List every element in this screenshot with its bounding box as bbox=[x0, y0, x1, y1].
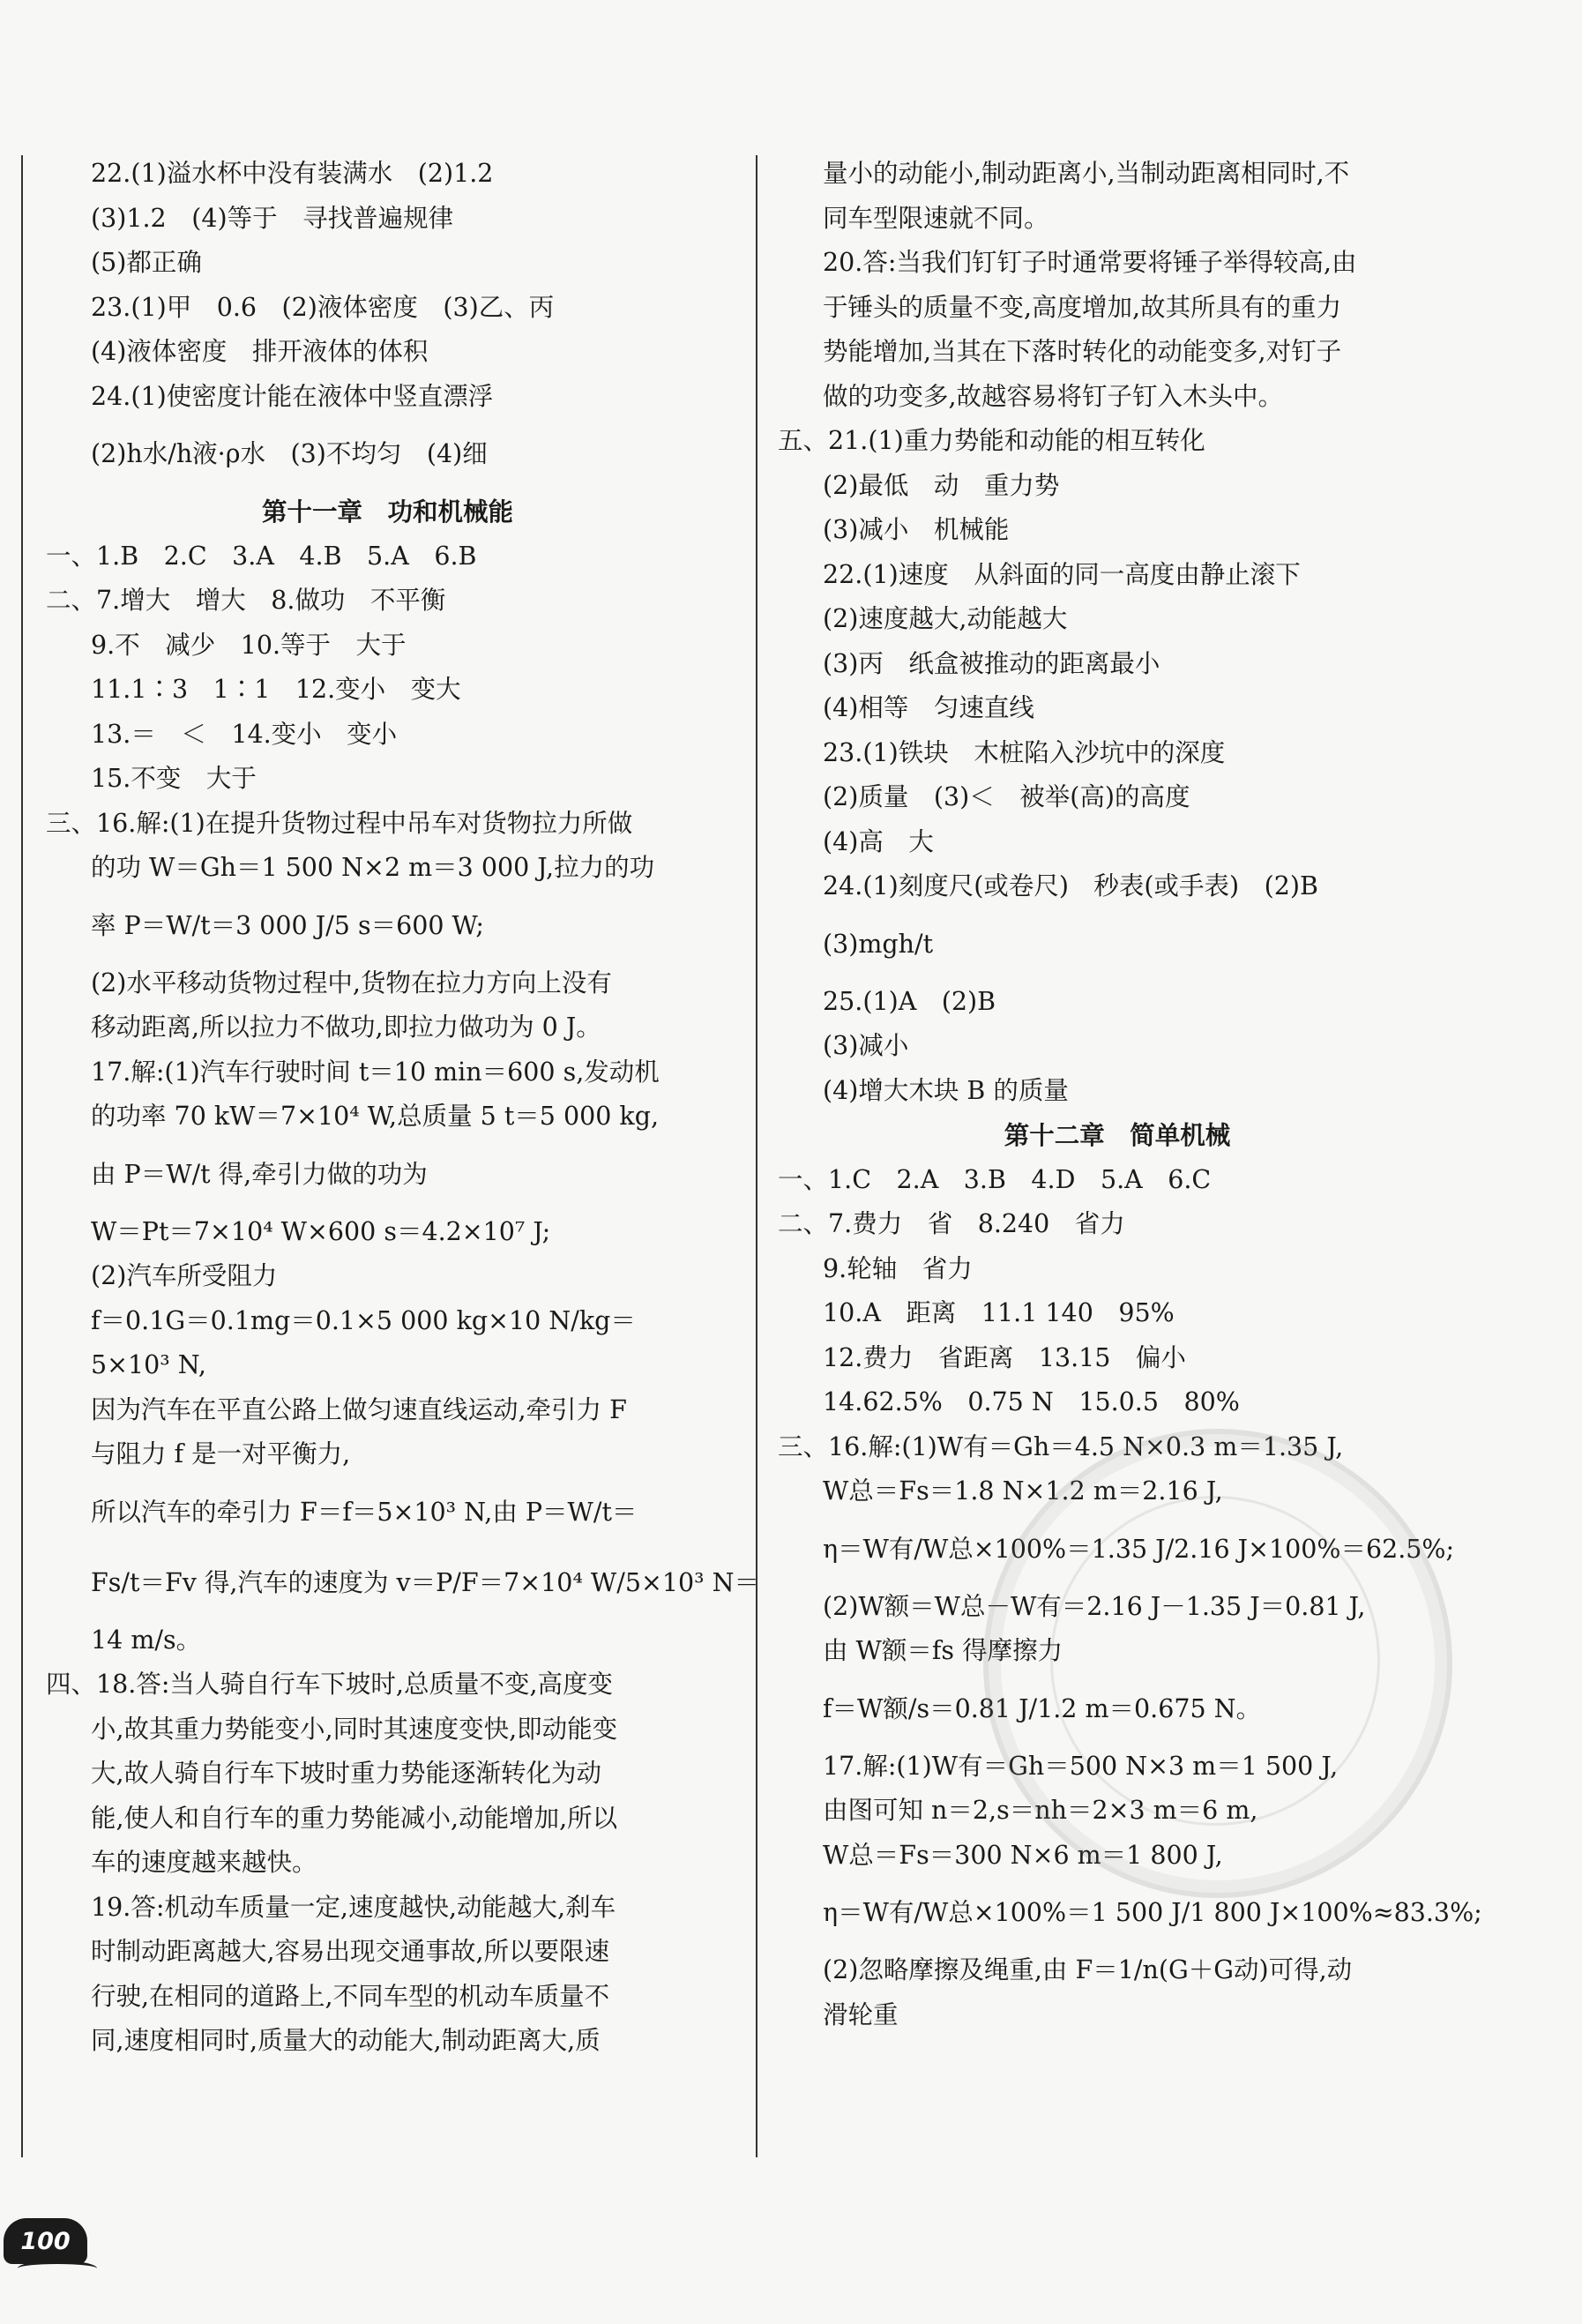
left-line-31: 四、18.答:当人骑自行车下坡时,总质量不变,高度变 bbox=[46, 1670, 614, 1699]
left-line-10: 9.不 减少 10.等于 大于 bbox=[91, 630, 407, 660]
right-line-11: (3)丙 纸盒被推动的距离最小 bbox=[823, 648, 1160, 678]
right-line-34: 17.解:(1)W有＝Gh＝500 N×3 m＝1 500 J, bbox=[823, 1751, 1339, 1781]
left-line-36: 19.答:机动车质量一定,速度越快,动能越大,刹车 bbox=[91, 1892, 616, 1922]
right-line-21: 第十二章 简单机械 bbox=[1004, 1120, 1231, 1150]
left-line-5: 24.(1)使密度计能在液体中竖直漂浮 bbox=[91, 381, 494, 411]
right-line-39: 滑轮重 bbox=[823, 1999, 899, 2029]
right-line-35: 由图可知 n＝2,s＝nh＝2×3 m＝6 m, bbox=[823, 1796, 1258, 1825]
left-line-14: 三、16.解:(1)在提升货物过程中吊车对货物拉力所做 bbox=[46, 808, 633, 838]
page-number-badge: 100 bbox=[4, 2218, 87, 2264]
left-line-39: 同,速度相同时,质量大的动能大,制动距离大,质 bbox=[91, 2026, 601, 2055]
left-line-21: 由 P＝W/t 得,牵引力做的功为 bbox=[91, 1159, 428, 1189]
right-line-19: (3)减小 bbox=[823, 1031, 909, 1060]
right-line-17: (3)mgh/t bbox=[823, 929, 934, 959]
left-line-34: 能,使人和自行车的重力势能减小,动能增加,所以 bbox=[91, 1803, 618, 1833]
left-line-24: f＝0.1G＝0.1mg＝0.1×5 000 kg×10 N/kg＝ bbox=[91, 1305, 636, 1335]
left-line-13: 15.不变 大于 bbox=[91, 764, 257, 793]
right-line-10: (2)速度越大,动能越大 bbox=[823, 604, 1068, 633]
right-line-18: 25.(1)A (2)B bbox=[823, 986, 996, 1016]
right-line-30: η＝W有/W总×100%＝1.35 J/2.16 J×100%＝62.5%; bbox=[823, 1534, 1455, 1564]
right-line-28: 三、16.解:(1)W有＝Gh＝4.5 N×0.3 m＝1.35 J, bbox=[778, 1431, 1344, 1461]
left-line-11: 11.1∶3 1∶1 12.变小 变大 bbox=[91, 675, 461, 704]
right-line-15: (4)高 大 bbox=[823, 826, 934, 856]
right-line-8: (3)减小 机械能 bbox=[823, 515, 1010, 544]
left-line-1: (3)1.2 (4)等于 寻找普遍规律 bbox=[91, 203, 454, 233]
right-line-16: 24.(1)刻度尺(或卷尺) 秒表(或手表) (2)B bbox=[823, 871, 1318, 900]
left-line-38: 行驶,在相同的道路上,不同车型的机动车质量不 bbox=[91, 1981, 610, 2011]
column-divider bbox=[756, 155, 757, 2157]
left-line-12: 13.＝ ＜ 14.变小 变小 bbox=[91, 719, 398, 749]
left-line-8: 一、1.B 2.C 3.A 4.B 5.A 6.B bbox=[46, 541, 477, 571]
left-line-23: (2)汽车所受阻力 bbox=[91, 1261, 278, 1290]
right-line-31: (2)W额＝W总－W有＝2.16 J－1.35 J＝0.81 J, bbox=[823, 1591, 1366, 1621]
right-line-29: W总＝Fs＝1.8 N×1.2 m＝2.16 J, bbox=[823, 1476, 1223, 1506]
left-line-32: 小,故其重力势能变小,同时其速度变快,即动能变 bbox=[91, 1714, 618, 1744]
left-line-7: 第十一章 功和机械能 bbox=[261, 497, 513, 527]
right-line-32: 由 W额＝fs 得摩擦力 bbox=[823, 1636, 1063, 1665]
left-line-4: (4)液体密度 排开液体的体积 bbox=[91, 337, 429, 366]
right-line-23: 二、7.费力 省 8.240 省力 bbox=[778, 1209, 1125, 1238]
right-line-4: 势能增加,当其在下落时转化的动能变多,对钉子 bbox=[823, 337, 1342, 366]
left-line-16: 率 P＝W/t＝3 000 J/5 s＝600 W; bbox=[91, 910, 484, 940]
left-line-19: 17.解:(1)汽车行驶时间 t＝10 min＝600 s,发动机 bbox=[91, 1057, 660, 1087]
left-line-25: 5×10³ N, bbox=[91, 1350, 206, 1379]
right-line-1: 同车型限速就不同。 bbox=[823, 203, 1049, 233]
right-line-27: 14.62.5% 0.75 N 15.0.5 80% bbox=[823, 1387, 1240, 1416]
right-line-24: 9.轮轴 省力 bbox=[823, 1253, 973, 1283]
left-line-33: 大,故人骑自行车下坡时重力势能逐渐转化为动 bbox=[91, 1759, 602, 1788]
left-line-6: (2)h水/h液·ρ水 (3)不均匀 (4)细 bbox=[91, 439, 488, 468]
right-line-9: 22.(1)速度 从斜面的同一高度由静止滚下 bbox=[823, 559, 1301, 589]
right-line-7: (2)最低 动 重力势 bbox=[823, 470, 1060, 500]
right-line-2: 20.答:当我们钉钉子时通常要将锤子举得较高,由 bbox=[823, 248, 1357, 277]
left-line-15: 的功 W＝Gh＝1 500 N×2 m＝3 000 J,拉力的功 bbox=[91, 853, 655, 882]
page-number-wave bbox=[18, 2260, 97, 2276]
right-line-0: 量小的动能小,制动距离小,当制动距离相同时,不 bbox=[823, 159, 1350, 188]
left-line-0: 22.(1)溢水杯中没有装满水 (2)1.2 bbox=[91, 159, 494, 188]
left-line-17: (2)水平移动货物过程中,货物在拉力方向上没有 bbox=[91, 968, 612, 998]
left-margin-rule bbox=[21, 155, 23, 2157]
left-line-2: (5)都正确 bbox=[91, 248, 202, 277]
left-line-29: Fs/t＝Fv 得,汽车的速度为 v＝P/F＝7×10⁴ W/5×10³ N＝ bbox=[91, 1567, 760, 1597]
right-line-37: η＝W有/W总×100%＝1 500 J/1 800 J×100%≈83.3%; bbox=[823, 1898, 1482, 1927]
right-line-38: (2)忽略摩擦及绳重,由 F＝1/n(G＋G动)可得,动 bbox=[823, 1955, 1353, 1984]
left-column bbox=[46, 152, 760, 2064]
left-line-26: 因为汽车在平直公路上做匀速直线运动,牵引力 F bbox=[91, 1394, 627, 1424]
left-line-9: 二、7.增大 增大 8.做功 不平衡 bbox=[46, 586, 446, 615]
right-line-22: 一、1.C 2.A 3.B 4.D 5.A 6.C bbox=[778, 1164, 1212, 1194]
right-line-26: 12.费力 省距离 13.15 偏小 bbox=[823, 1342, 1186, 1372]
right-line-6: 五、21.(1)重力势能和动能的相互转化 bbox=[778, 426, 1205, 455]
right-line-13: 23.(1)铁块 木桩陷入沙坑中的深度 bbox=[823, 737, 1226, 767]
right-line-33: f＝W额/s＝0.81 J/1.2 m＝0.675 N。 bbox=[823, 1693, 1262, 1723]
right-line-25: 10.A 距离 11.1 140 95% bbox=[823, 1298, 1175, 1327]
left-line-18: 移动距离,所以拉力不做功,即拉力做功为 0 J。 bbox=[91, 1013, 601, 1042]
right-line-14: (2)质量 (3)＜ 被举(高)的高度 bbox=[823, 782, 1190, 811]
right-line-3: 于锤头的质量不变,高度增加,故其所具有的重力 bbox=[823, 292, 1342, 322]
left-line-30: 14 m/s。 bbox=[91, 1625, 202, 1655]
left-line-20: 的功率 70 kW＝7×10⁴ W,总质量 5 t＝5 000 kg, bbox=[91, 1102, 660, 1131]
left-line-37: 时制动距离越大,容易出现交通事故,所以要限速 bbox=[91, 1937, 610, 1966]
right-line-36: W总＝Fs＝300 N×6 m＝1 800 J, bbox=[823, 1840, 1223, 1870]
right-line-12: (4)相等 匀速直线 bbox=[823, 693, 1034, 722]
left-line-3: 23.(1)甲 0.6 (2)液体密度 (3)乙、丙 bbox=[91, 292, 555, 322]
right-line-20: (4)增大木块 B 的质量 bbox=[823, 1075, 1069, 1105]
right-line-5: 做的功变多,故越容易将钉子钉入木头中。 bbox=[823, 381, 1284, 411]
left-line-22: W＝Pt＝7×10⁴ W×600 s＝4.2×10⁷ J; bbox=[91, 1216, 551, 1246]
left-line-28: 所以汽车的牵引力 F＝f＝5×10³ N,由 P＝W/t＝ bbox=[91, 1497, 638, 1527]
left-line-35: 车的速度越来越快。 bbox=[91, 1848, 317, 1877]
right-column bbox=[778, 152, 1482, 2037]
left-line-27: 与阻力 f 是一对平衡力, bbox=[91, 1439, 351, 1468]
